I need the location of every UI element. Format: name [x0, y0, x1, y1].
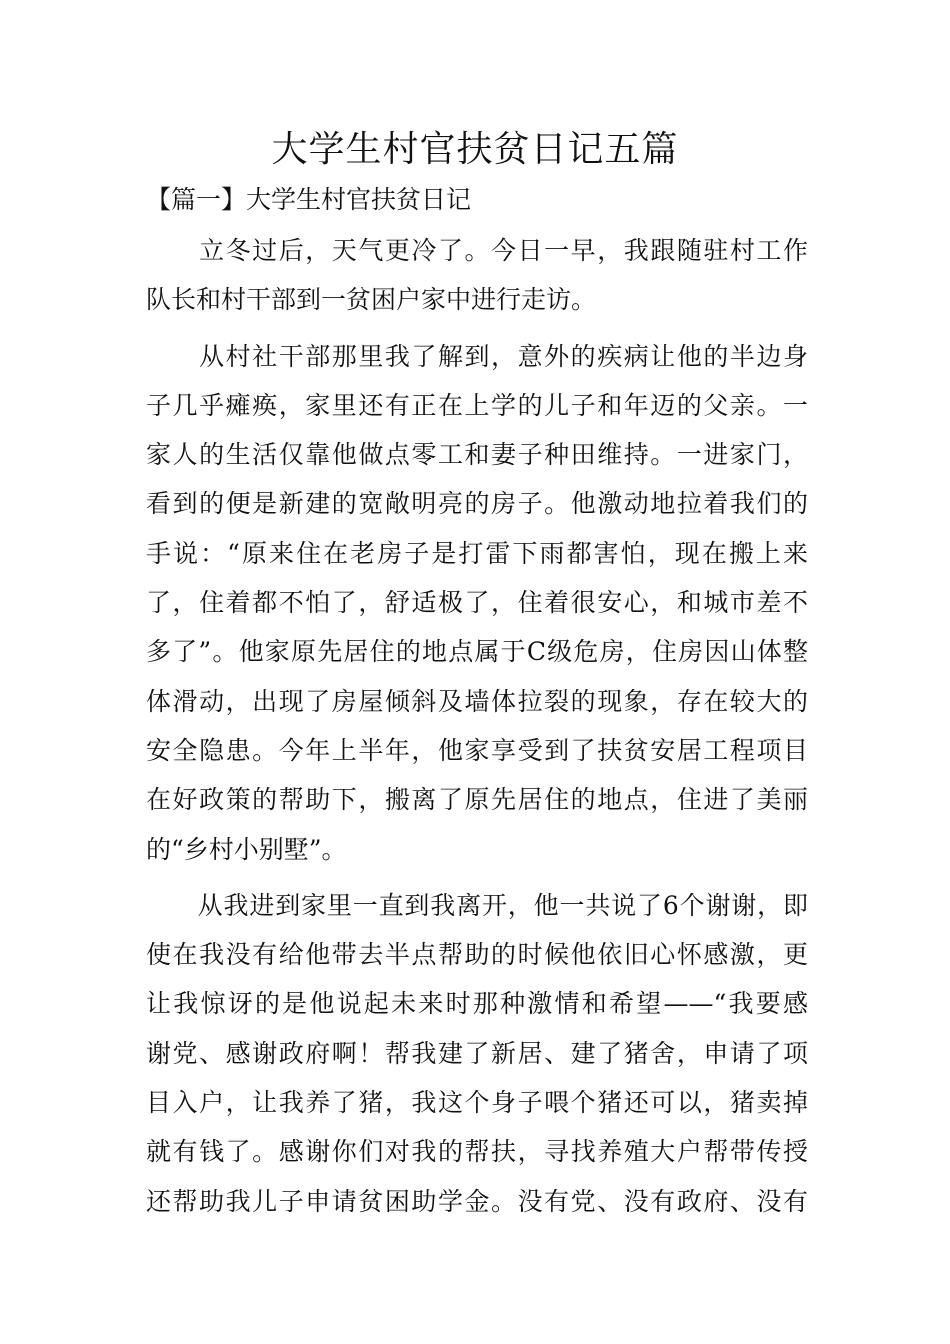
paragraph	[146, 332, 808, 874]
document-title: 大学生村官扶贫日记五篇	[271, 129, 679, 170]
text-line: 目入户，让我养了猪，我这个身子喂个猪还可以，猪卖掉	[146, 1088, 808, 1118]
paragraph	[146, 226, 808, 325]
text-line: 子几乎瘫痪，家里还有正在上学的儿子和年迈的父亲。一	[146, 390, 808, 420]
text-line: 使在我没有给他带去半点帮助的时候他依旧心怀感激，更	[146, 940, 808, 970]
text-line: 立冬过后，天气更冷了。今日一早，我跟随驻村工作	[146, 236, 808, 265]
paragraph	[146, 881, 808, 1226]
text-line: 手说：“原来住在老房子是打雷下雨都害怕，现在搬上来	[146, 538, 808, 568]
section-heading: 【篇一】大学生村官扶贫日记	[146, 185, 472, 214]
text-line: 从我进到家里一直到我离开，他一共说了6个谢谢，即	[146, 890, 808, 920]
text-line: 了，住着都不怕了，舒适极了，住着很安心，和城市差不	[146, 588, 808, 618]
text-line: 让我惊讶的是他说起未来时那种激情和希望——“我要感	[146, 989, 808, 1019]
paragraph-gap	[146, 874, 808, 881]
paragraph-gap	[146, 325, 808, 332]
text-line: 体滑动，出现了房屋倾斜及墙体拉裂的现象，存在较大的	[146, 686, 808, 716]
document-body	[146, 226, 808, 1226]
text-line: 还帮助我儿子申请贫困助学金。没有党、没有政府、没有	[146, 1186, 808, 1216]
text-line: 谢党、感谢政府啊！帮我建了新居、建了猪舍，申请了项	[146, 1038, 808, 1068]
text-line: 队长和村干部到一贫困户家中进行走访。	[146, 285, 597, 315]
text-line: 多了”。他家原先居住的地点属于C级危房，住房因山体整	[146, 637, 808, 667]
text-line: 看到的便是新建的宽敞明亮的房子。他激动地拉着我们的	[146, 489, 808, 519]
text-line: 安全隐患。今年上半年，他家享受到了扶贫安居工程项目	[146, 735, 808, 765]
text-line: 家人的生活仅靠他做点零工和妻子种田维持。一进家门，	[146, 440, 808, 470]
text-line: 在好政策的帮助下，搬离了原先居住的地点，住进了美丽	[146, 785, 808, 815]
text-line: 的“乡村小别墅”。	[146, 834, 347, 864]
text-line: 从村社干部那里我了解到，意外的疾病让他的半边身	[146, 341, 808, 371]
text-line: 就有钱了。感谢你们对我的帮扶，寻找养殖大户帮带传授	[146, 1137, 808, 1167]
